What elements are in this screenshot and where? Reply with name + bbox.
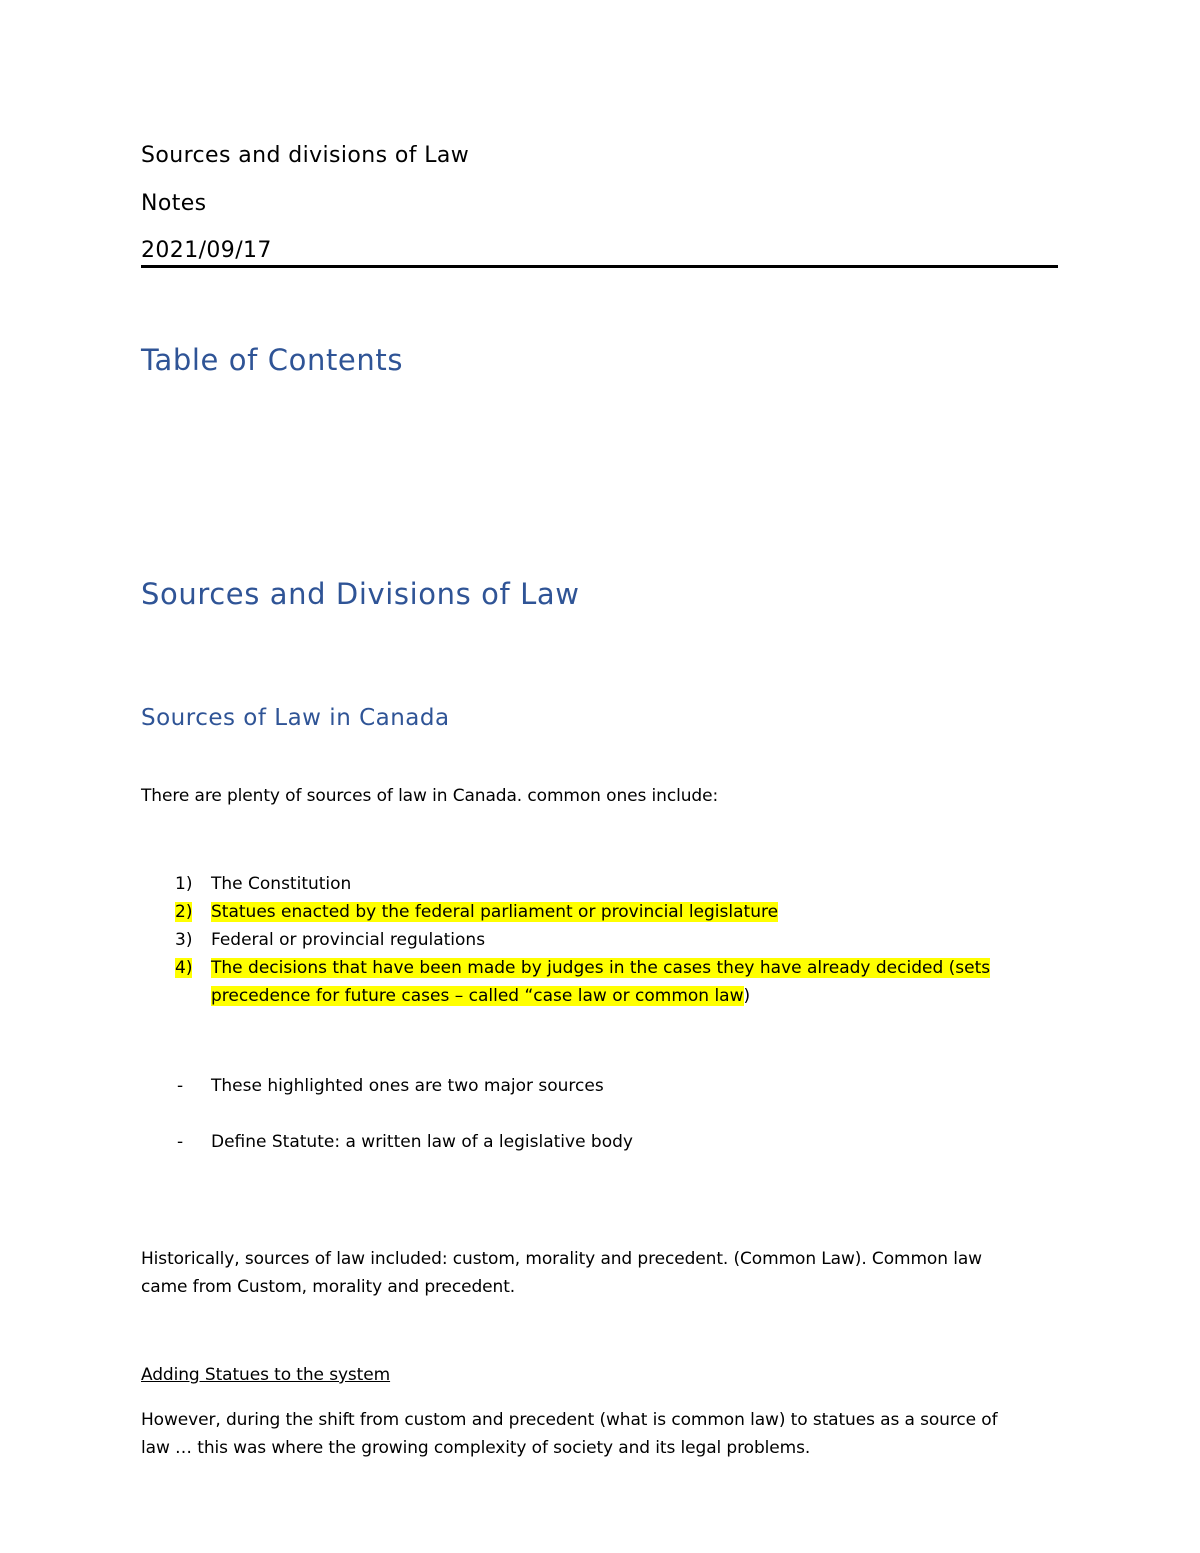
list-item-continuation: precedence for future cases – called “case law or common law) (211, 986, 751, 1006)
history-paragraph-line1: Historically, sources of law included: custom, morality and precedent. (Common Law). Common law (141, 1249, 982, 1269)
header-divider (141, 265, 1058, 268)
list-number: 2) (175, 902, 193, 922)
section-heading: Sources and Divisions of Law (141, 577, 580, 611)
document-date: 2021/09/17 (141, 238, 272, 263)
history-paragraph-line2: came from Custom, morality and precedent. (141, 1277, 516, 1297)
bullet-dash: - (177, 1076, 184, 1096)
shift-paragraph-line1: However, during the shift from custom and precedent (what is common law) to statues as a source of (141, 1410, 998, 1430)
bullet-item: Define Statute: a written law of a legislative body (211, 1132, 633, 1152)
list-item: The decisions that have been made by judges in the cases they have already decided (sets (211, 958, 991, 978)
document-title: Sources and divisions of Law (141, 143, 470, 168)
shift-paragraph-line2: law … this was where the growing complexity of society and its legal problems. (141, 1438, 811, 1458)
list-number: 3) (175, 930, 193, 950)
list-item: Federal or provincial regulations (211, 930, 486, 950)
list-item: The Constitution (211, 874, 352, 894)
statutes-subheading: Adding Statues to the system (141, 1365, 391, 1385)
intro-paragraph: There are plenty of sources of law in Canada. common ones include: (141, 786, 719, 806)
bullet-dash: - (177, 1132, 184, 1152)
list-item: Statues enacted by the federal parliament or provincial legislature (211, 902, 779, 922)
subsection-heading: Sources of Law in Canada (141, 705, 450, 731)
list-number: 1) (175, 874, 193, 894)
list-number: 4) (175, 958, 193, 978)
document-subtitle: Notes (141, 191, 207, 216)
bullet-item: These highlighted ones are two major sources (211, 1076, 604, 1096)
toc-heading: Table of Contents (141, 343, 404, 377)
